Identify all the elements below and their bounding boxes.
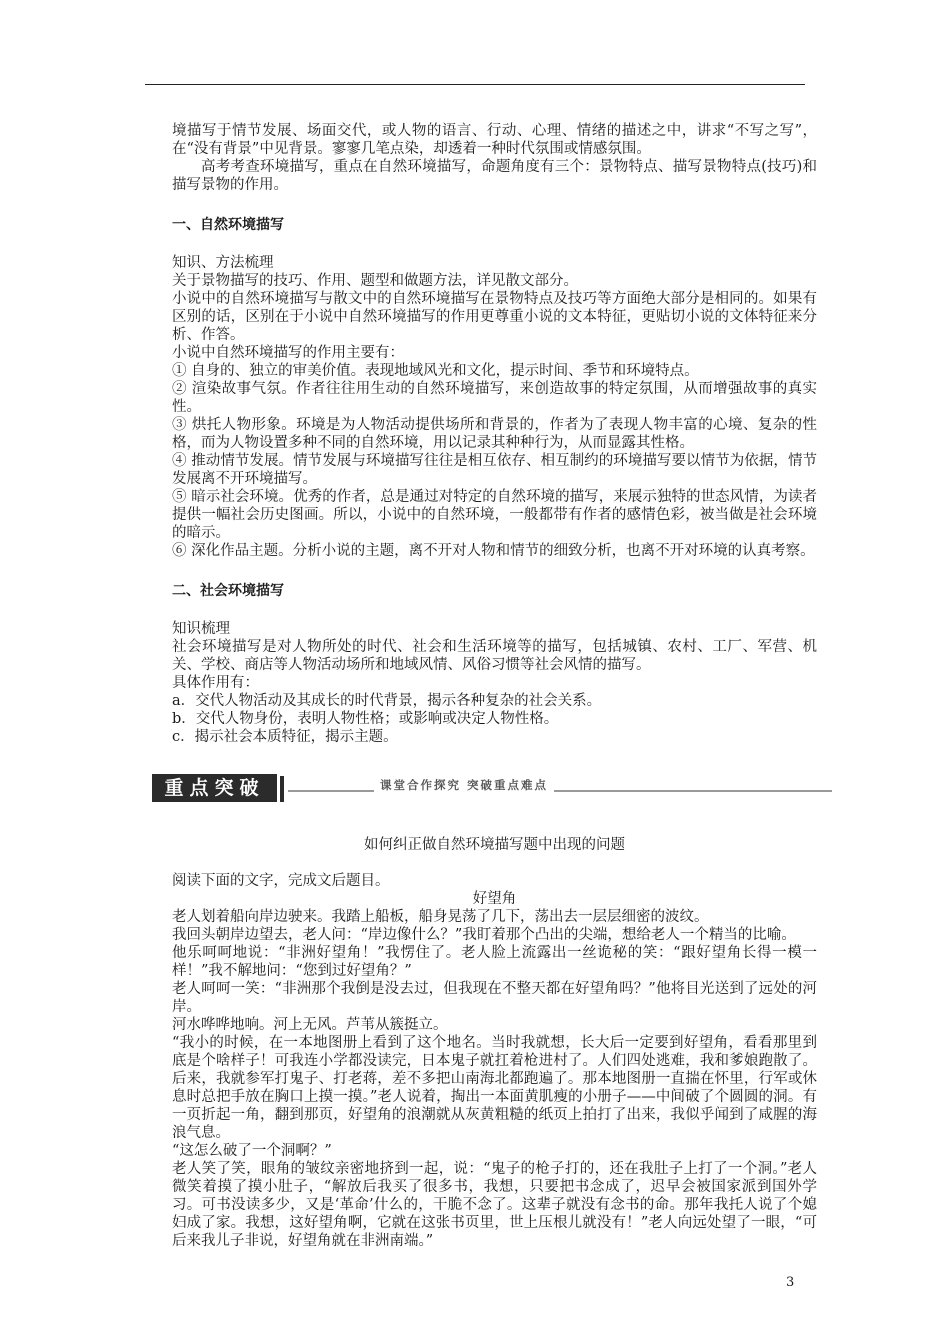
section-heading-social: 二、社会环境描写 xyxy=(172,583,284,599)
section-subheading: 知识梳理 xyxy=(172,621,230,637)
list-item: ④ 推动情节发展。情节发展与环境描写往往是相互依存、相互制约的环境描写要以情节为依据，情节发展离不开环境描写。 xyxy=(172,453,817,487)
banner-divider xyxy=(280,776,284,802)
body-paragraph: 关于景物描写的技巧、作用、题型和做题方法，详见散文部分。 xyxy=(172,273,578,289)
story-paragraph: 他乐呵呵地说：“非洲好望角！”我愣住了。老人脸上流露出一丝诡秘的笑：“跟好望角长得一模一样！”我不解地问：“您到过好望角？” xyxy=(172,945,817,979)
banner-title: 重点突破 xyxy=(152,774,277,802)
story-paragraph: 老人呵呵一笑：“非洲那个我倒是没去过，但我现在不整天都在好望角吗？”他将目光送到了远处的河岸。 xyxy=(172,981,817,1015)
body-paragraph: 小说中自然环境描写的作用主要有： xyxy=(172,345,404,361)
banner-subtitle: 课堂合作探究 突破重点难点 xyxy=(374,776,554,794)
practice-instruction: 阅读下面的文字，完成文后题目。 xyxy=(172,873,390,889)
body-paragraph: 具体作用有： xyxy=(172,675,259,691)
list-item: ⑤ 暗示社会环境。优秀的作者，总是通过对特定的自然环境的描写，来展示独特的世态风情，为读者提供一幅社会历史图画。所以，小说中的自然环境，一般都带有作者的感情色彩，被当做是社会环境的暗示。 xyxy=(172,489,817,541)
body-paragraph: 社会环境描写是对人物所处的时代、社会和生活环境等的描写，包括城镇、农村、工厂、军营、机关、学校、商店等人物活动场所和地域风情、风俗习惯等社会风情的描写。 xyxy=(172,639,817,673)
intro-paragraph: 高考考查环境描写，重点在自然环境描写，命题角度有三个：景物特点、描写景物特点(技巧)和描写景物的作用。 xyxy=(172,159,817,193)
list-item: b．交代人物身份，表明人物性格；或影响或决定人物性格。 xyxy=(172,711,559,727)
story-paragraph: 老人划着船向岸边驶来。我踏上船板，船身晃荡了几下，荡出去一层层细密的波纹。 xyxy=(172,909,709,925)
page-number: 3 xyxy=(786,1275,795,1290)
list-item: ⑥ 深化作品主题。分析小说的主题，离不开对人物和情节的细致分析，也离不开对环境的认真考察。 xyxy=(172,543,815,559)
story-paragraph: 我回头朝岸边望去，老人问：“岸边像什么？”我盯着那个凸出的尖端，想给老人一个精当的比喻。 xyxy=(172,927,796,943)
list-item: ② 渲染故事气氛。作者往往用生动的自然环境描写，来创造故事的特定氛围，从而增强故事的真实性。 xyxy=(172,381,817,415)
section-banner xyxy=(152,774,832,804)
intro-paragraph: 境描写于情节发展、场面交代，或人物的语言、行动、心理、情绪的描述之中，讲求“不写之写”，在“没有背景”中见背景。寥寥几笔点染，却透着一种时代氛围或情感氛围。 xyxy=(172,123,817,157)
section-subheading: 知识、方法梳理 xyxy=(172,255,274,271)
list-item: ③ 烘托人物形象。环境是为人物活动提供场所和背景的，作者为了表现人物丰富的心境、复杂的性格，而为人物设置多种不同的自然环境，用以记录其种种行为，从而显露其性格。 xyxy=(172,417,817,451)
body-paragraph: 小说中的自然环境描写与散文中的自然环境描写在景物特点及技巧等方面绝大部分是相同的。如果有区别的话，区别在于小说中自然环境描写的作用更尊重小说的文本特征，更贴切小说的文体特征来分析、作答。 xyxy=(172,291,817,343)
list-item: a．交代人物活动及其成长的时代背景，揭示各种复杂的社会关系。 xyxy=(172,693,602,709)
story-paragraph: “我小的时候，在一本地图册上看到了这个地名。当时我就想，长大后一定要到好望角，看看那里到底是个啥样子！可我连小学都没读完，日本鬼子就扛着枪进村了。人们四处逃难，我和爹娘跑散了。后来，我就参军打鬼子、打老蒋，差不多把山南海北都跑遍了。那本地图册一直揣在怀里，行军或休息时总把手放在胸口上摸一摸。”老人说着，掏出一本面黄肌瘦的小册子——中间破了个圆圆的洞。有一页折起一角，翻到那页，好望角的浪潮就从灰黄粗糙的纸页上拍打了出来，我似乎闻到了咸腥的海浪气息。 xyxy=(172,1035,817,1141)
list-item: ① 自身的、独立的审美价值。表现地域风光和文化，提示时间、季节和环境特点。 xyxy=(172,363,699,379)
story-paragraph: 老人笑了笑，眼角的皱纹亲密地挤到一起，说：“鬼子的枪子打的，还在我肚子上打了一个洞。”老人微笑着摸了摸小肚子，“解放后我买了很多书，我想，只要把书念成了，迟早会被国家派到国外学习。可书没读多少，又是‘革命’什么的，干脆不念了。这辈子就没有念书的命。那年我托人说了个媳妇成了家。我想，这好望角啊，它就在这张书页里，世上压根儿就没有！”老人向远处望了一眼，“可后来我儿子非说，好望角就在非洲南端。” xyxy=(172,1161,817,1249)
page-body xyxy=(164,122,817,1250)
header-rule xyxy=(145,84,805,85)
practice-title: 如何纠正做自然环境描写题中出现的问题 xyxy=(364,837,625,853)
story-paragraph: 河水哗哗地响。河上无风。芦苇从簇挺立。 xyxy=(172,1017,448,1033)
story-paragraph: “这怎么破了一个洞啊？” xyxy=(172,1143,332,1159)
banner-rule xyxy=(288,790,832,792)
section-heading-natural: 一、自然环境描写 xyxy=(172,217,284,233)
list-item: c．揭示社会本质特征，揭示主题。 xyxy=(172,729,398,745)
story-title: 好望角 xyxy=(472,891,517,907)
